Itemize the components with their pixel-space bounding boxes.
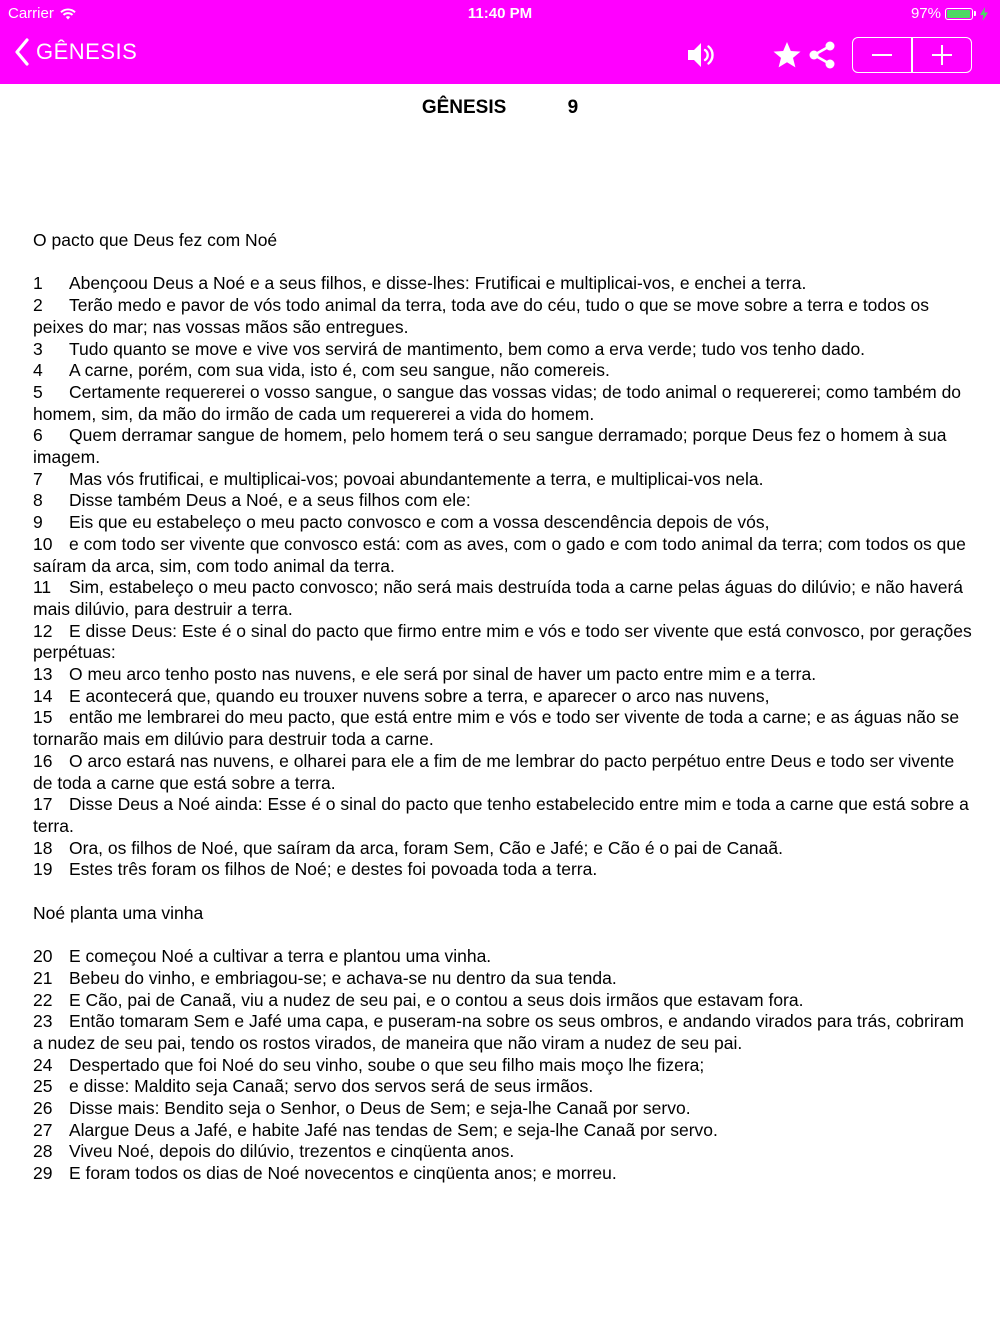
section-spacer bbox=[33, 924, 973, 946]
section-spacer bbox=[33, 252, 973, 274]
speaker-icon bbox=[686, 40, 716, 70]
back-label: GÊNESIS bbox=[36, 39, 138, 64]
verse bbox=[33, 577, 973, 620]
section-spacer bbox=[33, 881, 973, 903]
verse-text: e com todo ser vivente que convosco está: com as aves, com o gado e com todo animal da terra; com todos os que saíram da arca, sim, com todo animal da terra. bbox=[33, 533, 966, 576]
verse bbox=[33, 1120, 973, 1142]
verse-number: 28 bbox=[33, 1141, 53, 1162]
verse bbox=[33, 295, 973, 338]
verse-text: Mas vós frutificai, e multiplicai-vos; povoai abundantemente a terra, e multiplicai-vos nela. bbox=[69, 468, 764, 489]
verse bbox=[33, 339, 973, 361]
verse-text: Viveu Noé, depois do dilúvio, trezentos e cinqüenta anos. bbox=[69, 1141, 515, 1162]
verse-text: O arco estará nas nuvens, e olharei para ele a fim de me lembrar do pacto perpétuo entre Deus e todo ser vivente de toda a carne que está sobre a terra. bbox=[33, 750, 955, 793]
verse bbox=[33, 859, 973, 881]
verse-text: E acontecerá que, quando eu trouxer nuvens sobre a terra, e aparecer o arco nas nuvens, bbox=[69, 685, 770, 706]
verse bbox=[33, 621, 973, 664]
verse bbox=[33, 794, 973, 837]
verse-number: 7 bbox=[33, 468, 43, 489]
verse bbox=[33, 382, 973, 425]
verse-number: 16 bbox=[33, 750, 53, 771]
verse-number: 19 bbox=[33, 859, 53, 880]
verse-number: 12 bbox=[33, 620, 53, 641]
nav-bar bbox=[0, 28, 1000, 84]
verse-number: 14 bbox=[33, 685, 53, 706]
share-button[interactable] bbox=[808, 40, 838, 75]
verse-text: E disse Deus: Este é o sinal do pacto que firmo entre mim e vós e todo ser vivente que está convosco, por gerações perpétuas: bbox=[33, 620, 972, 663]
verse-text: Despertado que foi Noé do seu vinho, soube o que seu filho mais moço lhe fizera; bbox=[69, 1054, 705, 1075]
battery-fill bbox=[947, 10, 970, 18]
verse-text: E começou Noé a cultivar a terra e plantou uma vinha. bbox=[69, 946, 492, 967]
verse-number: 29 bbox=[33, 1163, 53, 1184]
verse-text: Terão medo e pavor de vós todo animal da terra, toda ave do céu, tudo o que se move sobre a terra e todos os peixes do mar; nas vossas mãos são entregues. bbox=[33, 295, 929, 337]
verse-text: Ora, os filhos de Noé, que saíram da arca, foram Sem, Cão e Jafé; e Cão é o pai de Canaã. bbox=[69, 837, 783, 858]
section-heading: O pacto que Deus fez com Noé bbox=[33, 230, 278, 250]
verse bbox=[33, 1163, 973, 1185]
verse-number: 15 bbox=[33, 707, 53, 728]
verse-text: Bebeu do vinho, e embriagou-se; e achava-se nu dentro da sua tenda. bbox=[69, 967, 617, 988]
increase-font-button[interactable] bbox=[913, 38, 971, 72]
verse-text: Disse mais: Bendito seja o Senhor, o Deus de Sem; e seja-lhe Canaã por servo. bbox=[69, 1098, 691, 1119]
verse bbox=[33, 425, 973, 468]
status-bar bbox=[0, 0, 1000, 28]
verse-number: 10 bbox=[33, 533, 53, 554]
verse-number: 8 bbox=[33, 490, 43, 511]
book-name: GÊNESIS bbox=[421, 97, 507, 118]
verse-number: 2 bbox=[33, 295, 43, 316]
verse-number: 20 bbox=[33, 946, 53, 967]
battery-icon bbox=[945, 8, 973, 20]
verse bbox=[33, 273, 973, 295]
verse bbox=[33, 838, 973, 860]
verse-text: Então tomaram Sem e Jafé uma capa, e puseram-na sobre os seus ombros, e andando virados para trás, cobriram a nudez de seu pai, tendo os rostos virados, de maneira que não viram a nudez de seu pai. bbox=[33, 1011, 964, 1053]
verse-text: Sim, estabeleço o meu pacto convosco; não será mais destruída toda a carne pelas águas do dilúvio; e não haverá mais dilúvio, para destruir a terra. bbox=[33, 577, 964, 619]
clock: 11:40 PM bbox=[467, 5, 533, 22]
plus-icon bbox=[931, 44, 953, 66]
verse bbox=[33, 1055, 973, 1077]
minus-icon bbox=[871, 44, 893, 66]
verse-number: 5 bbox=[33, 381, 43, 402]
top-bar bbox=[0, 0, 1000, 84]
verse-text: O meu arco tenho posto nas nuvens, e ele será por sinal de haver um pacto entre mim e a terra. bbox=[69, 664, 817, 685]
verse bbox=[33, 512, 973, 534]
verse-text: Quem derramar sangue de homem, pelo homem terá o seu sangue derramado; porque Deus fez o homem à sua imagem. bbox=[33, 425, 947, 468]
charging-icon bbox=[980, 7, 988, 21]
battery-cap bbox=[974, 11, 976, 16]
verse bbox=[33, 968, 973, 990]
verse-text: Alargue Deus a Jafé, e habite Jafé nas tendas de Sem; e seja-lhe Canaã por servo. bbox=[69, 1119, 718, 1140]
verse-number: 23 bbox=[33, 1011, 53, 1032]
verse-number: 3 bbox=[33, 338, 43, 359]
verse-number: 17 bbox=[33, 794, 53, 815]
verse bbox=[33, 686, 973, 708]
verse-text: Abençoou Deus a Noé e a seus filhos, e disse-lhes: Frutificai e multiplicai-vos, e enchei a terra. bbox=[69, 273, 807, 294]
chapter-text bbox=[33, 230, 973, 1185]
verse-number: 1 bbox=[33, 273, 43, 294]
verse bbox=[33, 1098, 973, 1120]
font-size-stepper bbox=[852, 37, 972, 73]
verse-number: 26 bbox=[33, 1098, 53, 1119]
verse-number: 11 bbox=[33, 577, 52, 598]
verse-text: E Cão, pai de Canaã, viu a nudez de seu pai, e o contou a seus dois irmãos que estavam fora. bbox=[69, 989, 804, 1010]
verse bbox=[33, 534, 973, 577]
verse bbox=[33, 1076, 973, 1098]
verse-number: 4 bbox=[33, 360, 43, 381]
favorite-button[interactable] bbox=[772, 40, 802, 75]
audio-button[interactable] bbox=[686, 40, 716, 75]
verse-text: E foram todos os dias de Noé novecentos e cinqüenta anos; e morreu. bbox=[69, 1163, 617, 1184]
battery-indicator bbox=[911, 5, 988, 22]
verse bbox=[33, 360, 973, 382]
verse-text: A carne, porém, com sua vida, isto é, com seu sangue, não comereis. bbox=[69, 360, 610, 381]
verse-number: 18 bbox=[33, 837, 53, 858]
battery-percent: 97% bbox=[910, 5, 941, 22]
verse-text: então me lembrarei do meu pacto, que está entre mim e vós e todo ser vivente de toda a carne; e as águas não se tornarão mais em dilúvio para destruir toda a carne. bbox=[33, 707, 960, 750]
verse bbox=[33, 707, 973, 750]
share-icon bbox=[808, 40, 838, 70]
verse-number: 22 bbox=[33, 989, 53, 1010]
verse bbox=[33, 1141, 973, 1163]
star-icon bbox=[772, 40, 802, 70]
verse-text: Eis que eu estabeleço o meu pacto convosco e com a vossa descendência depois de vós, bbox=[69, 512, 770, 533]
verse bbox=[33, 469, 973, 491]
verse-number: 27 bbox=[33, 1119, 53, 1140]
verse bbox=[33, 1011, 973, 1054]
verse-number: 21 bbox=[33, 967, 53, 988]
carrier-label: Carrier bbox=[8, 5, 54, 22]
verse bbox=[33, 990, 973, 1012]
verse bbox=[33, 490, 973, 512]
verse-text: Disse Deus a Noé ainda: Esse é o sinal do pacto que tenho estabelecido entre mim e toda a carne que está sobre a terra. bbox=[33, 794, 969, 836]
verse-number: 6 bbox=[33, 425, 43, 446]
decrease-font-button[interactable] bbox=[853, 38, 911, 72]
verse-number: 9 bbox=[33, 512, 43, 533]
section-heading: Noé planta uma vinha bbox=[33, 902, 204, 923]
verse bbox=[33, 751, 973, 794]
verse-text: Tudo quanto se move e vive vos servirá de mantimento, bem como a erva verde; tudo vos tenho dado. bbox=[69, 338, 866, 359]
verse bbox=[33, 946, 973, 968]
verse-text: Disse também Deus a Noé, e a seus filhos com ele: bbox=[69, 490, 471, 511]
verse-text: Certamente requererei o vosso sangue, o sangue das vossas vidas; de todo animal o requererei; como também do homem, sim, da mão do irmão de cada um requererei a vida do homem. bbox=[33, 381, 962, 424]
verse-number: 13 bbox=[33, 664, 53, 685]
chapter-number: 9 bbox=[567, 97, 579, 118]
chapter-header bbox=[0, 97, 1000, 119]
verse bbox=[33, 664, 973, 686]
verse-text: Estes três foram os filhos de Noé; e destes foi povoada toda a terra. bbox=[69, 859, 598, 880]
back-button[interactable] bbox=[14, 38, 137, 66]
chevron-left-icon bbox=[14, 38, 30, 66]
verse-number: 25 bbox=[33, 1076, 53, 1097]
verse-number: 24 bbox=[33, 1054, 53, 1075]
verse-text: e disse: Maldito seja Canaã; servo dos servos será de seus irmãos. bbox=[69, 1076, 594, 1097]
